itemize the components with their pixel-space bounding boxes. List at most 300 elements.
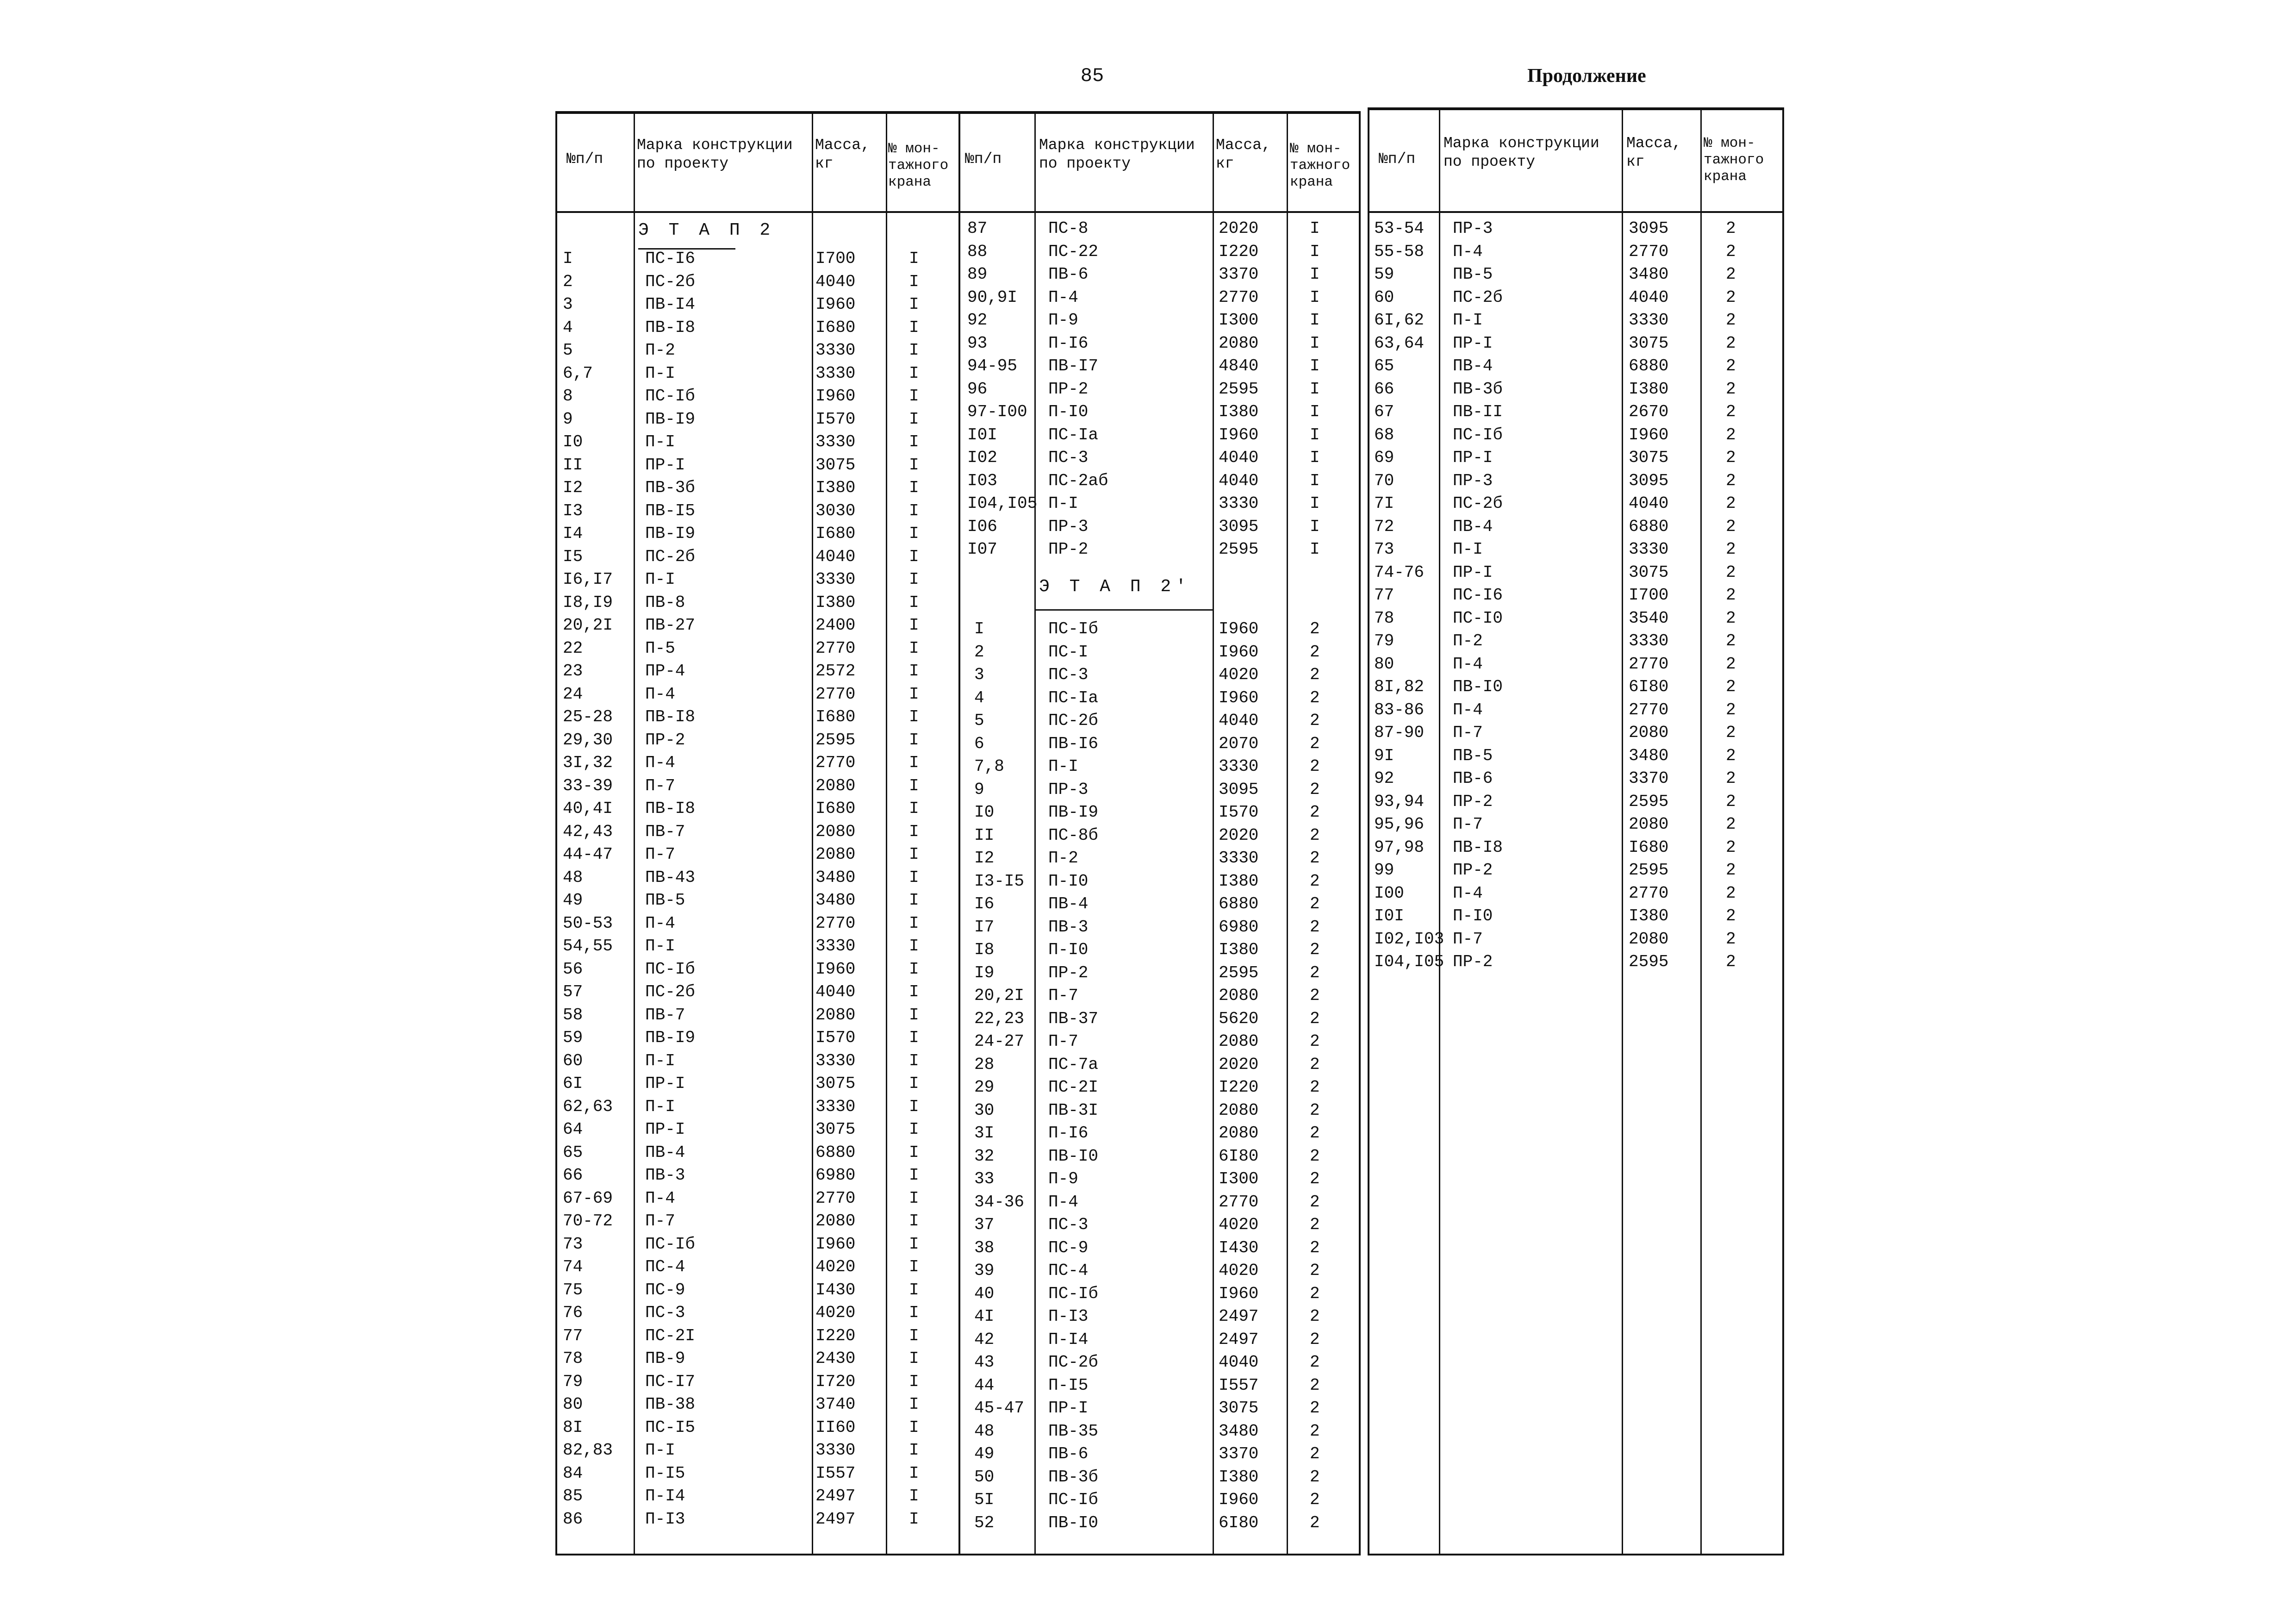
table-cell-crane-number: I: [909, 913, 919, 933]
table-cell-mass-value: I960: [1219, 425, 1259, 444]
table-cell-row-number: 7I: [1374, 494, 1394, 513]
table-cell-construction-mark: П-I: [645, 1441, 675, 1460]
table-cell-crane-number: I: [909, 891, 919, 910]
table-cell-crane-number: I: [909, 1349, 919, 1368]
table-cell-construction-mark: П-4: [645, 1188, 675, 1208]
table-cell-crane-number: 2: [1726, 861, 1736, 880]
table-cell-construction-mark: ПС-Iб: [645, 387, 696, 406]
table-cell-crane-number: 2: [1310, 688, 1320, 707]
table-cell-construction-mark: П-4: [1048, 287, 1078, 307]
table-cell-construction-mark: ПС-4: [1048, 1261, 1089, 1280]
table-cell-construction-mark: П-I: [645, 937, 675, 956]
table-cell-crane-number: 2: [1310, 1055, 1320, 1074]
table-cell-mass-value: 2080: [1219, 986, 1259, 1005]
table-cell-construction-mark: ПС-3: [1048, 1215, 1089, 1234]
table-cell-row-number: I00: [1374, 883, 1404, 903]
table-cell-row-number: 49: [563, 891, 583, 910]
table-cell-crane-number: 2: [1310, 1399, 1320, 1418]
table-cell-construction-mark: ПС-I7: [645, 1372, 696, 1391]
table-cell-mass-value: 4040: [815, 272, 856, 291]
table-cell-row-number: 66: [1374, 379, 1394, 399]
table-cell-construction-mark: ПР-I: [1453, 333, 1493, 353]
table-cell-construction-mark: ПВ-I6: [1048, 734, 1099, 753]
table-cell-construction-mark: ПС-I0: [1453, 608, 1503, 628]
table-cell-crane-number: I: [909, 341, 919, 360]
table-cell-construction-mark: П-7: [1048, 1032, 1078, 1051]
table-cell-crane-number: I: [1310, 311, 1320, 330]
table-cell-crane-number: 2: [1726, 448, 1736, 467]
table-cell-mass-value: I960: [1219, 1490, 1259, 1509]
table-cell-mass-value: 3740: [815, 1395, 856, 1414]
table-cell-mass-value: I220: [1219, 1078, 1259, 1097]
table-cell-mass-value: 2080: [815, 776, 856, 795]
table-cell-construction-mark: ПВ-4: [1453, 356, 1493, 375]
table-cell-row-number: 45-47: [974, 1399, 1025, 1418]
table-cell-mass-value: 2770: [815, 753, 856, 772]
table-cell-mass-value: I960: [1219, 688, 1259, 707]
table-cell-mass-value: I680: [815, 707, 856, 726]
table-cell-row-number: II: [974, 825, 995, 845]
table-cell-construction-mark: ПС-2б: [645, 272, 696, 291]
table-cell-mass-value: 2080: [1219, 1124, 1259, 1143]
table-cell-row-number: I04,I05: [967, 494, 1038, 513]
table-cell-crane-number: 2: [1310, 619, 1320, 638]
table-cell-mass-value: 4020: [1219, 1215, 1259, 1234]
table-cell-construction-mark: П-7: [1453, 815, 1483, 834]
table-cell-row-number: I4: [563, 524, 583, 543]
table-cell-mass-value: 2080: [1629, 723, 1669, 742]
table-cell-crane-number: I: [1310, 333, 1320, 353]
table-cell-construction-mark: П-I: [645, 1051, 675, 1070]
table-stage-2-part-1: [555, 111, 960, 1555]
table-cell-construction-mark: ПС-I: [1048, 642, 1089, 662]
table-cell-row-number: 3I,32: [563, 753, 613, 772]
table-cell-mass-value: 6I80: [1219, 1513, 1259, 1532]
table-cell-mass-value: 6880: [1629, 356, 1669, 375]
stage-label: Э Т А П 2': [1039, 577, 1191, 597]
table-cell-crane-number: I: [909, 638, 919, 658]
table-cell-row-number: 62,63: [563, 1097, 613, 1116]
table-cell-crane-number: I: [1310, 219, 1320, 238]
table-cell-construction-mark: П-5: [645, 638, 675, 658]
table-cell-construction-mark: ПС-Iб: [1048, 1490, 1099, 1509]
table-cell-row-number: 87-90: [1374, 723, 1425, 742]
table-cell-construction-mark: П-4: [645, 913, 675, 933]
table-cell-mass-value: 3370: [1629, 769, 1669, 788]
table-cell-mass-value: 3075: [815, 1120, 856, 1139]
table-cell-row-number: 42: [974, 1330, 995, 1349]
table-cell-row-number: 48: [974, 1421, 995, 1441]
table-cell-row-number: 70: [1374, 471, 1394, 490]
table-cell-row-number: I6,I7: [563, 570, 613, 589]
table-cell-crane-number: I: [909, 1487, 919, 1505]
table-cell-crane-number: I: [909, 707, 919, 726]
table-cell-row-number: I06: [967, 517, 997, 536]
table-cell-crane-number: 2: [1726, 402, 1736, 421]
table-cell-mass-value: 3330: [815, 363, 856, 383]
table-cell-construction-mark: ПВ-4: [1453, 517, 1493, 536]
table-cell-construction-mark: ПВ-3: [1048, 917, 1089, 937]
table-cell-construction-mark: П-I5: [1048, 1375, 1089, 1395]
table-cell-mass-value: 4040: [1629, 494, 1669, 513]
table-cell-mass-value: 3330: [815, 570, 856, 589]
table-cell-crane-number: I: [1310, 287, 1320, 307]
table-cell-row-number: 42,43: [563, 822, 613, 841]
table-cell-construction-mark: ПС-Iб: [1048, 619, 1099, 638]
table-cell-mass-value: 2770: [815, 913, 856, 933]
table-cell-construction-mark: ПВ-I5: [645, 501, 696, 520]
table-cell-crane-number: 2: [1310, 757, 1320, 776]
table-cell-row-number: 37: [974, 1215, 995, 1234]
table-cell-crane-number: I: [909, 432, 919, 451]
table-cell-mass-value: 2430: [815, 1349, 856, 1368]
table-cell-row-number: 40,4I: [563, 799, 613, 818]
table-cell-construction-mark: ПР-2: [1453, 792, 1493, 811]
table-cell-row-number: 33: [974, 1169, 995, 1188]
table-cell-row-number: 79: [1374, 631, 1394, 650]
table-cell-crane-number: I: [909, 1051, 919, 1070]
table-cell-crane-number: I: [909, 1509, 919, 1529]
table-cell-mass-value: I680: [815, 799, 856, 818]
table-cell-crane-number: 2: [1726, 769, 1736, 788]
table-cell-crane-number: 2: [1310, 1467, 1320, 1487]
table-cell-row-number: 94-95: [967, 356, 1018, 375]
table-cell-row-number: 66: [563, 1166, 583, 1185]
table-cell-row-number: 3: [974, 665, 984, 684]
table-cell-construction-mark: ПР-I: [645, 1074, 685, 1093]
table-cell-crane-number: I: [1310, 425, 1320, 444]
table-cell-row-number: 60: [1374, 287, 1394, 307]
table-cell-construction-mark: ПВ-3б: [1453, 379, 1503, 399]
table-cell-mass-value: 2595: [1219, 963, 1259, 982]
table-cell-construction-mark: ПР-I: [645, 1120, 685, 1139]
table-cell-construction-mark: ПВ-43: [645, 868, 696, 887]
table-cell-construction-mark: ПВ-3б: [645, 478, 696, 497]
table-cell-construction-mark: ПС-3: [1048, 448, 1089, 467]
table-cell-row-number: 84: [563, 1463, 583, 1483]
table-cell-crane-number: I: [909, 570, 919, 589]
table-cell-crane-number: I: [909, 799, 919, 818]
table-cell-mass-value: 3330: [1629, 631, 1669, 650]
table-cell-construction-mark: ПС-2I: [1048, 1078, 1099, 1097]
table-cell-row-number: 32: [974, 1146, 995, 1166]
table-cell-crane-number: I: [909, 1463, 919, 1483]
table-cell-row-number: 2: [563, 272, 573, 291]
table-cell-row-number: I02: [967, 448, 997, 467]
table-cell-row-number: 7,8: [974, 757, 1004, 776]
table-cell-mass-value: I570: [815, 409, 856, 429]
table-cell-mass-value: 2770: [1629, 700, 1669, 719]
table-cell-row-number: I6: [974, 894, 995, 913]
table-cell-construction-mark: П-I: [1048, 494, 1078, 513]
table-cell-row-number: I9: [974, 963, 995, 982]
table-cell-crane-number: I: [1310, 356, 1320, 375]
table-cell-row-number: 55-58: [1374, 242, 1425, 261]
table-cell-crane-number: 2: [1310, 665, 1320, 684]
table-cell-construction-mark: П-I0: [1453, 906, 1493, 925]
table-cell-mass-value: 2670: [1629, 402, 1669, 421]
table-cell-row-number: 93: [967, 333, 988, 353]
table-cell-mass-value: 2020: [1219, 219, 1259, 238]
table-cell-construction-mark: П-I: [1453, 311, 1483, 330]
table-cell-mass-value: I960: [1219, 619, 1259, 638]
table-cell-construction-mark: П-2: [645, 341, 675, 360]
table-cell-crane-number: 2: [1310, 1124, 1320, 1143]
table-cell-construction-mark: П-I4: [1048, 1330, 1089, 1349]
table-cell-row-number: 22: [563, 638, 583, 658]
table-cell-construction-mark: ПВ-7: [645, 822, 685, 841]
table-cell-row-number: 53-54: [1374, 219, 1425, 238]
table-cell-row-number: 5: [974, 711, 984, 730]
table-cell-mass-value: 3030: [815, 501, 856, 520]
table-cell-crane-number: I: [909, 272, 919, 291]
table-cell-construction-mark: П-4: [1453, 700, 1483, 719]
table-cell-construction-mark: ПВ-9: [645, 1349, 685, 1368]
table-cell-mass-value: I300: [1219, 311, 1259, 330]
table-cell-construction-mark: П-9: [1048, 311, 1078, 330]
table-cell-crane-number: 2: [1726, 700, 1736, 719]
table-cell-row-number: 9I: [1374, 746, 1394, 765]
table-cell-construction-mark: П-2: [1048, 849, 1078, 868]
table-cell-row-number: 77: [563, 1326, 583, 1345]
table-cell-construction-mark: ПВ-I8: [645, 799, 696, 818]
table-cell-crane-number: I: [909, 409, 919, 429]
table-cell-crane-number: 2: [1310, 1261, 1320, 1280]
table-cell-construction-mark: П-4: [645, 753, 675, 772]
table-cell-crane-number: I: [1310, 517, 1320, 536]
table-cell-crane-number: I: [909, 1395, 919, 1414]
table-cell-crane-number: I: [909, 593, 919, 612]
table-cell-mass-value: 2770: [815, 1188, 856, 1208]
table-cell-crane-number: I: [909, 753, 919, 772]
table-cell-mass-value: I960: [1219, 1284, 1259, 1303]
table-cell-crane-number: 2: [1726, 952, 1736, 971]
table-cell-crane-number: I: [909, 1005, 919, 1024]
table-cell-crane-number: 2: [1310, 1421, 1320, 1441]
header-crane: № мон- тажного крана: [1704, 135, 1764, 185]
table-cell-construction-mark: ПС-2б: [645, 547, 696, 566]
table-cell-mass-value: I380: [1219, 1467, 1259, 1487]
header-mass: Масса, кг: [815, 137, 870, 172]
table-stage-2-part-2: [960, 111, 1361, 1555]
table-cell-construction-mark: ПВ-7: [645, 1005, 685, 1024]
table-cell-row-number: 57: [563, 982, 583, 1001]
table-cell-mass-value: 4020: [1219, 1261, 1259, 1280]
table-cell-construction-mark: ПС-4: [645, 1257, 685, 1276]
table-cell-mass-value: 3095: [1219, 517, 1259, 536]
table-cell-row-number: 49: [974, 1444, 995, 1463]
table-cell-mass-value: 2497: [1219, 1307, 1259, 1326]
table-cell-crane-number: I: [909, 1257, 919, 1276]
table-cell-crane-number: 2: [1726, 540, 1736, 559]
table-cell-construction-mark: П-9: [1048, 1169, 1078, 1188]
table-cell-row-number: 78: [1374, 608, 1394, 628]
table-cell-row-number: 4: [563, 318, 573, 337]
table-cell-mass-value: 2497: [815, 1509, 856, 1529]
table-cell-row-number: 96: [967, 379, 988, 399]
table-cell-mass-value: 2080: [1219, 1032, 1259, 1051]
table-cell-mass-value: I380: [1219, 871, 1259, 891]
table-cell-crane-number: I: [909, 547, 919, 566]
table-cell-mass-value: 3480: [1629, 265, 1669, 284]
table-cell-construction-mark: ПР-2: [1048, 540, 1089, 559]
table-cell-crane-number: I: [1310, 265, 1320, 284]
table-cell-row-number: 5: [563, 341, 573, 360]
table-cell-row-number: 33-39: [563, 776, 613, 795]
table-cell-row-number: 63,64: [1374, 333, 1425, 353]
table-cell-construction-mark: ПС-9: [645, 1280, 685, 1299]
table-cell-construction-mark: ПВ-I0: [1048, 1146, 1099, 1166]
table-cell-row-number: 28: [974, 1055, 995, 1074]
table-cell-mass-value: 3075: [1629, 562, 1669, 582]
table-cell-construction-mark: П-4: [1453, 242, 1483, 261]
table-cell-crane-number: I: [909, 1326, 919, 1345]
table-cell-construction-mark: П-7: [645, 1212, 675, 1230]
table-cell-mass-value: 2572: [815, 662, 856, 681]
table-cell-construction-mark: ПС-2б: [645, 982, 696, 1001]
table-cell-mass-value: 2770: [1629, 883, 1669, 903]
table-cell-crane-number: 2: [1310, 894, 1320, 913]
table-cell-row-number: I: [974, 619, 984, 638]
table-cell-crane-number: 2: [1726, 677, 1736, 696]
table-cell-row-number: 89: [967, 265, 988, 284]
table-cell-crane-number: 2: [1726, 494, 1736, 513]
table-cell-mass-value: I960: [1629, 425, 1669, 444]
table-cell-construction-mark: ПВ-27: [645, 616, 696, 635]
table-cell-mass-value: I380: [815, 593, 856, 612]
table-cell-construction-mark: ПВ-I8: [645, 318, 696, 337]
table-cell-mass-value: I380: [1629, 379, 1669, 399]
table-cell-mass-value: 3480: [1629, 746, 1669, 765]
table-cell-construction-mark: П-I: [645, 570, 675, 589]
table-cell-construction-mark: ПВ-I0: [1048, 1513, 1099, 1532]
table-cell-mass-value: 3330: [1219, 494, 1259, 513]
table-cell-mass-value: 3330: [1629, 311, 1669, 330]
table-cell-row-number: 67: [1374, 402, 1394, 421]
table-cell-row-number: I07: [967, 540, 997, 559]
table-cell-mass-value: 3330: [815, 1097, 856, 1116]
table-cell-crane-number: I: [909, 455, 919, 475]
table-cell-mass-value: 3075: [1219, 1399, 1259, 1418]
table-cell-row-number: I5: [563, 547, 583, 566]
table-cell-crane-number: 2: [1726, 379, 1736, 399]
table-cell-row-number: 97,98: [1374, 837, 1425, 857]
table-cell-row-number: 86: [563, 1509, 583, 1529]
table-cell-row-number: 22,23: [974, 1009, 1025, 1028]
table-cell-crane-number: 2: [1726, 517, 1736, 536]
table-cell-mass-value: 3095: [1219, 780, 1259, 799]
table-cell-construction-mark: ПВ-I0: [1453, 677, 1503, 696]
table-cell-mass-value: 4040: [815, 547, 856, 566]
table-cell-mass-value: 3075: [815, 1074, 856, 1093]
table-cell-crane-number: 2: [1726, 792, 1736, 811]
table-cell-mass-value: I960: [815, 959, 856, 979]
table-cell-construction-mark: ПС-2б: [1453, 287, 1503, 307]
table-cell-mass-value: 4020: [1219, 665, 1259, 684]
table-cell-mass-value: I680: [815, 318, 856, 337]
table-cell-row-number: 74: [563, 1257, 583, 1276]
table-cell-crane-number: 2: [1310, 986, 1320, 1005]
table-cell-crane-number: 2: [1310, 1169, 1320, 1188]
table-cell-row-number: I03: [967, 471, 997, 490]
table-cell-mass-value: 4040: [1219, 711, 1259, 730]
page-number: 85: [1080, 65, 1104, 87]
table-cell-row-number: I3: [563, 501, 583, 520]
table-cell-crane-number: I: [909, 684, 919, 704]
table-cell-row-number: 40: [974, 1284, 995, 1303]
table-cell-mass-value: 2770: [1629, 654, 1669, 674]
table-cell-construction-mark: П-4: [1453, 654, 1483, 674]
table-cell-row-number: 68: [1374, 425, 1394, 444]
table-cell-construction-mark: ПС-22: [1048, 242, 1099, 261]
table-cell-mass-value: 2770: [815, 638, 856, 658]
table-cell-crane-number: 2: [1726, 311, 1736, 330]
table-cell-crane-number: 2: [1726, 471, 1736, 490]
table-cell-crane-number: I: [909, 1303, 919, 1322]
table-cell-mass-value: 5620: [1219, 1009, 1259, 1028]
table-cell-row-number: 3: [563, 295, 573, 314]
table-cell-mass-value: I700: [815, 249, 856, 268]
table-cell-construction-mark: ПР-I: [1453, 562, 1493, 582]
table-cell-crane-number: 2: [1310, 1238, 1320, 1257]
table-cell-row-number: 92: [1374, 769, 1394, 788]
table-cell-mass-value: I380: [1219, 402, 1259, 421]
table-cell-construction-mark: ПВ-37: [1048, 1009, 1099, 1028]
table-cell-construction-mark: П-I6: [1048, 1124, 1089, 1143]
table-cell-crane-number: 2: [1310, 849, 1320, 868]
table-cell-crane-number: I: [1310, 448, 1320, 467]
table-cell-construction-mark: ПР-I: [645, 455, 685, 475]
table-cell-row-number: 8I,82: [1374, 677, 1425, 696]
table-cell-crane-number: I: [909, 1418, 919, 1437]
table-cell-construction-mark: П-2: [1453, 631, 1483, 650]
table-cell-mass-value: I557: [1219, 1375, 1259, 1395]
table-cell-row-number: 8: [563, 387, 573, 406]
table-cell-row-number: 80: [563, 1395, 583, 1414]
table-cell-crane-number: I: [909, 776, 919, 795]
table-cell-mass-value: 6980: [1219, 917, 1259, 937]
table-cell-row-number: 93,94: [1374, 792, 1425, 811]
table-cell-construction-mark: ПР-2: [645, 730, 685, 750]
table-cell-crane-number: 2: [1310, 1284, 1320, 1303]
table-cell-crane-number: I: [909, 616, 919, 635]
table-cell-crane-number: 2: [1726, 586, 1736, 605]
table-cell-row-number: 9: [974, 780, 984, 799]
table-cell-crane-number: I: [1310, 540, 1320, 559]
table-cell-mass-value: 6880: [1219, 894, 1259, 913]
table-cell-row-number: 75: [563, 1280, 583, 1299]
table-cell-crane-number: I: [909, 501, 919, 520]
table-cell-row-number: 25-28: [563, 707, 613, 726]
table-cell-row-number: 24: [563, 684, 583, 704]
table-cell-crane-number: I: [909, 1441, 919, 1460]
table-cell-mass-value: 2080: [815, 845, 856, 864]
table-cell-row-number: I04,I05: [1374, 952, 1444, 971]
table-cell-row-number: II: [563, 455, 583, 475]
table-cell-crane-number: 2: [1726, 929, 1736, 949]
table-cell-row-number: 8I: [563, 1418, 583, 1437]
table-cell-row-number: 83-86: [1374, 700, 1425, 719]
table-cell-row-number: 76: [563, 1303, 583, 1322]
table-cell-row-number: I0I: [967, 425, 997, 444]
table-cell-crane-number: I: [909, 1280, 919, 1299]
table-cell-crane-number: I: [909, 363, 919, 383]
table-cell-construction-mark: ПС-2аб: [1048, 471, 1108, 490]
table-cell-crane-number: I: [909, 845, 919, 864]
table-cell-row-number: 20,2I: [563, 616, 613, 635]
table-cell-row-number: I0: [974, 803, 995, 822]
table-cell-row-number: 73: [1374, 540, 1394, 559]
